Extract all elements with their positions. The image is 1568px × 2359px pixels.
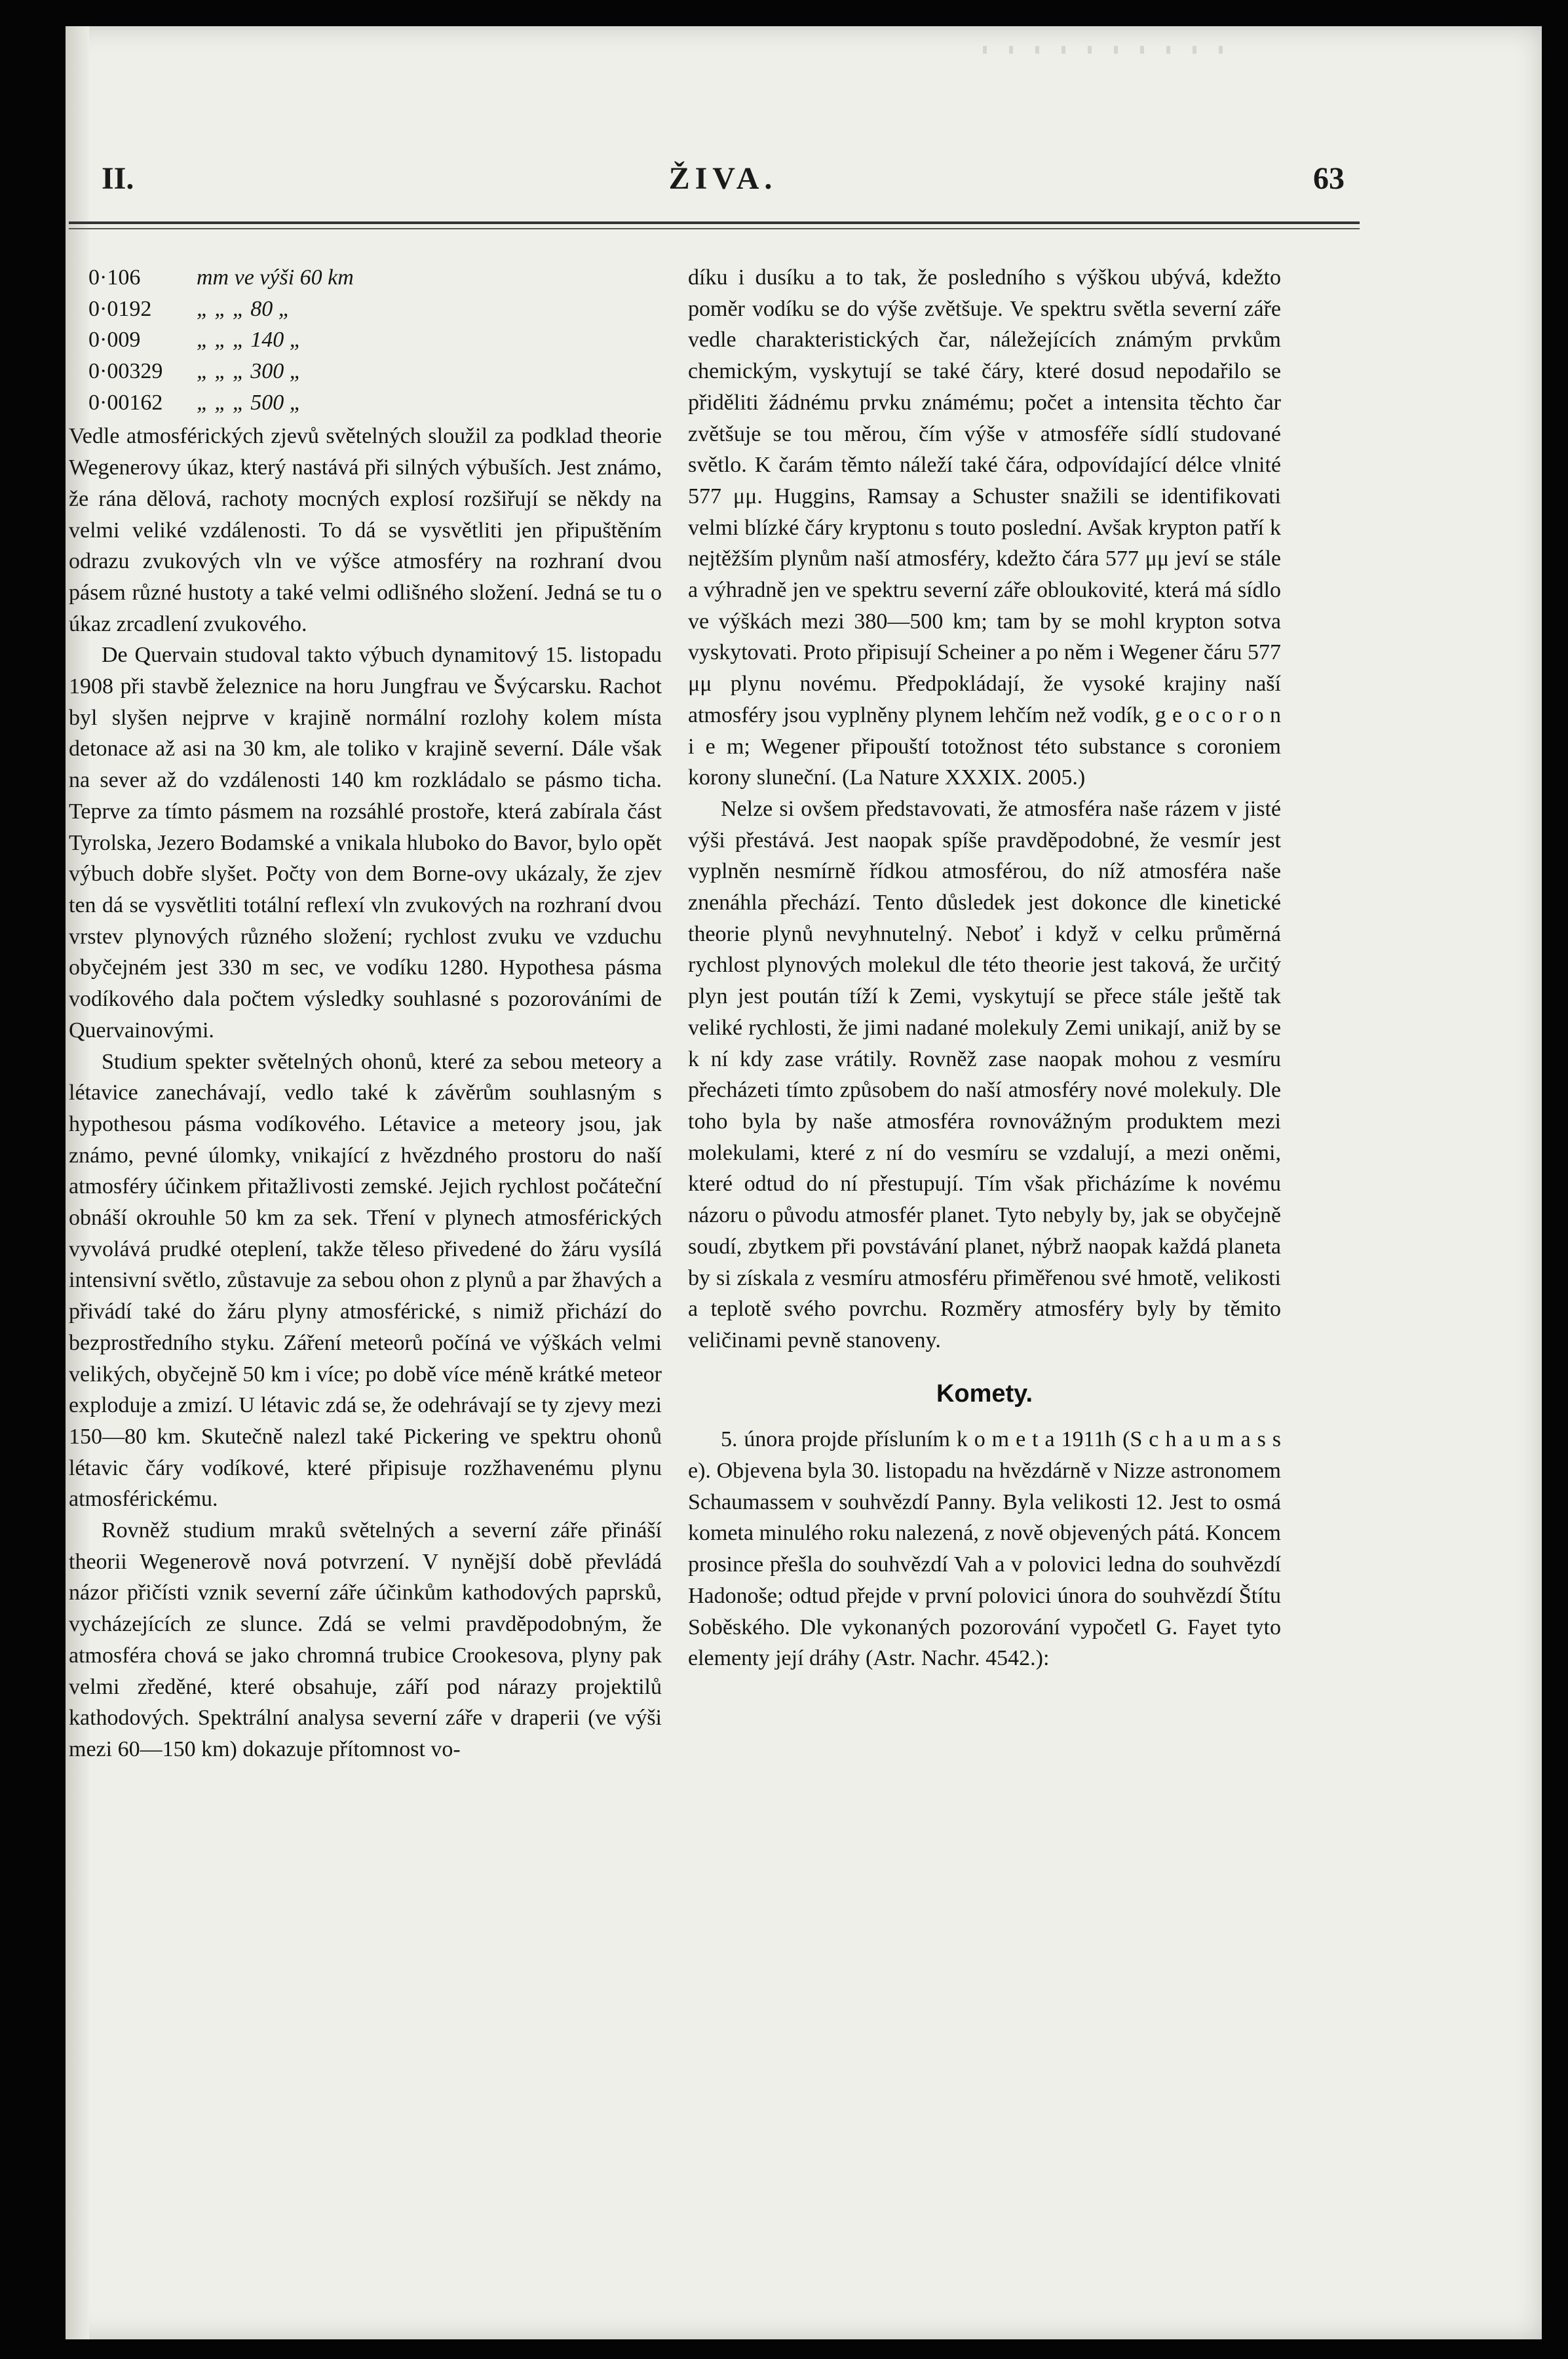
table-value: 0·106	[88, 265, 141, 290]
table-unit: mm ve výši 60 km	[197, 265, 354, 290]
right-column	[688, 262, 1281, 1674]
journal-title: ŽIVA.	[668, 161, 778, 196]
table-value: 0·009	[88, 328, 141, 353]
table-row	[88, 262, 662, 294]
paragraph: Rovněž studium mraků světelných a severní záře přináší theorii Wegenerově nová potvrzení. V nynější době převládá názor přičísti vznik severní záře účinkům kathodových paprsků, vycházejících ze slunce. Zdá se velmi pravděpodobným, že atmosféra chová se jako chromná trubice Crookesova, plyny pak velmi zředěné, které obsahuje, září pod nárazy projektilů kathodových. Spektrální analysa severní záře v draperii (ve výši mezi 60—150 km) dokazuje přítomnost vo-	[69, 1518, 662, 1761]
paragraph: díku i dusíku a to tak, že posledního s výškou ubývá, kdežto poměr vodíku se do výše zvětšuje. Ve spektru světla severní záře vedle charakteristických čar, náležejících známým prvkům chemickým, vyskytují se také čáry, které dosud nepodařilo se přiděliti žádnému prvku známému; počet a intensita těchto čar zvětšuje se tou měrou, čím výše v atmosféře sídlí studované světlo. K čarám těmto náleží také čára, odpovídající délce vlnité 577 μμ. Huggins, Ramsay a Schuster snažili se identifikovati velmi blízké čáry kryptonu s touto poslední. Avšak krypton patří k nejtěžším plynům naší atmosféry, kdežto čára 577 μμ jeví se stále a výhradně jen ve spektru severní záře obloukovité, která má sídlo ve výškách mezi 380—500 km; tam by se mohl krypton sotva vyskytovati. Proto připisují Scheiner a po něm i Wegener čáru 577 μμ plynu novému. Předpokládají, že vysoké krajiny naší atmosféry jsou vyplněny plynem lehčím než vodík, g e o c o r o n i e m; Wegener připouští totožnost této substance s coroniem korony sluneční. (La Nature XXXIX. 2005.)	[688, 265, 1281, 790]
paragraph: Nelze si ovšem představovati, že atmosféra naše rázem v jisté výši přestává. Jest naopak spíše pravděpodobné, že vesmír jest vyplněn nesmírně řídkou atmosférou, do níž atmosféra naše znenáhla přechází. Tento důsledek jest dokonce dle kinetické theorie plynů nevyhnutelný. Neboť i když v celku průměrná rychlost plynových molekul dle této theorie jest taková, že určitý plyn jest poután tíží k Zemi, vyskytují se přece stále ještě tak veliké rychlosti, že jimi nadané molekuly Zemi unikají, aniž by se k ní kdy zase vrátily. Rovněž zase naopak mohou z vesmíru přecházeti tímto způsobem do naší atmosféry nové molekuly. Dle toho byla by naše atmosféra rovnovážným produktem mezi molekulami, které z ní do vesmíru se vzdalují, a mezi oněmi, které odtud do ní přestupují. Tím však přicházíme k novému názoru o původu atmosfér planet. Tyto nebyly by, jak se obyčejně soudí, zbytkem při povstávání planet, nýbrž naopak každá planeta by si získala z vesmíru atmosféru přiměřenou své hmotě, velikosti a teplotě svého povrchu. Rozměry atmosféry byly by těmito veličinami pevně stanoveny.	[688, 796, 1281, 1352]
table-row	[88, 356, 662, 387]
page-number: 63	[1313, 161, 1345, 196]
volume-number: II.	[102, 161, 134, 196]
table-row	[88, 387, 662, 419]
paragraph: Studium spekter světelných ohonů, které za sebou meteory a létavice zanechávají, vedlo také k závěrům souhlasným s hypothesou pásma vodíkového. Létavice a meteory jsou, jak známo, pevné úlomky, vnikající z hvězdného prostoru do naší atmosféry účinkem přitažlivosti zemské. Jejich rychlost počáteční obnáší okrouhle 50 km za sek. Tření v plynech atmosférických vyvolává prudké oteplení, takže těleso přivedené do žáru vysílá intensivní světlo, zůstavuje za sebou ohon z plynů a par žhavých a přivádí také do žáru plyny atmosférické, s nimiž přichází do bezprostředního styku. Záření meteorů počíná ve výškách velmi velikých, obyčejně 50 km i více; po době více méně krátké meteor exploduje a zmizí. U létavic zdá se, že odehrávají se ty zjevy mezi 150—80 km. Skutečně nalezl také Pickering ve spektru ohonů létavic čáry vodíkové, které připisuje rozžhavenému plynu atmosférickému.	[69, 1049, 662, 1512]
paragraph: 5. února projde přísluním k o m e t a 1911h (S c h a u m a s s e). Objevena byla 30. listopadu na hvězdárně v Nizze astronomem Schaumassem v souhvězdí Panny. Byla velikosti 12. Jest to osmá kometa minulého roku nalezená, z nově objevených pátá. Koncem prosince přešla do souhvězdí Vah a v polovici ledna do souhvězdí Hadonoše; odtud přejde v první polovici února do souhvězdí Štítu Soběského. Dle vykonaných pozorování vypočetl G. Fayet tyto elementy její dráhy (Astr. Nachr. 4542.):	[688, 1427, 1281, 1671]
table-unit: „ „ „ 80 „	[197, 296, 291, 321]
table-row	[88, 294, 662, 325]
table-value: 0·00162	[88, 390, 163, 415]
table-unit: „ „ „ 300 „	[197, 359, 302, 384]
scan-artifact	[983, 46, 1245, 54]
table-value: 0·00329	[88, 359, 163, 384]
paragraph: De Quervain studoval takto výbuch dynamitový 15. listopadu 1908 při stavbě železnice na horu Jungfrau ve Švýcarsku. Rachot byl slyšen nejprve v krajině normální rozlohy kolem místa detonace až asi na 30 km, ale toliko v krajině severní. Dále však na sever až do vzdálenosti 140 km rozkládalo se pásmo ticha. Teprve za tímto pásmem na rozsáhlé prostoře, která zabírala část Tyrolska, Jezero Bodamské a vnikala hluboko do Bavor, bylo opět výbuch dobře slyšet. Počty von dem Borne-ovy ukázaly, že zjev ten dá se vysvětliti totální reflexí vln zvukových na rozhraní dvou vrstev plynových různého složení; rychlost zvuku ve vzduchu obyčejném jest 330 m sec, ve vodíku 1280. Hypothesa pásma vodíkového dala počtem výsledky souhlasné s pozorováními de Quervainovými.	[69, 643, 662, 1043]
table-value: 0·0192	[88, 296, 152, 321]
left-column	[69, 262, 662, 1765]
table-row	[88, 324, 662, 356]
section-heading: Komety.	[936, 1379, 1033, 1408]
altitude-table	[88, 262, 662, 418]
header-rule-thin	[69, 228, 1360, 229]
paragraph: Vedle atmosférických zjevů světelných sloužil za podklad theorie Wegenerovy úkaz, který nastává při silných výbuších. Jest známo, že rána dělová, rachoty mocných explosí rozšiřují se někdy na velmi veliké vzdálenosti. To dá se vysvětliti jen připuštěním odrazu zvukových vln ve výšce atmosféry na rozhraní dvou pásem různé hustoty a také velmi odlišného složení. Jedná se tu o úkaz zrcadlení zvukového.	[69, 424, 662, 636]
table-unit: „ „ „ 140 „	[197, 328, 302, 353]
running-header	[102, 161, 1345, 206]
header-rule	[69, 221, 1360, 224]
table-unit: „ „ „ 500 „	[197, 390, 302, 415]
